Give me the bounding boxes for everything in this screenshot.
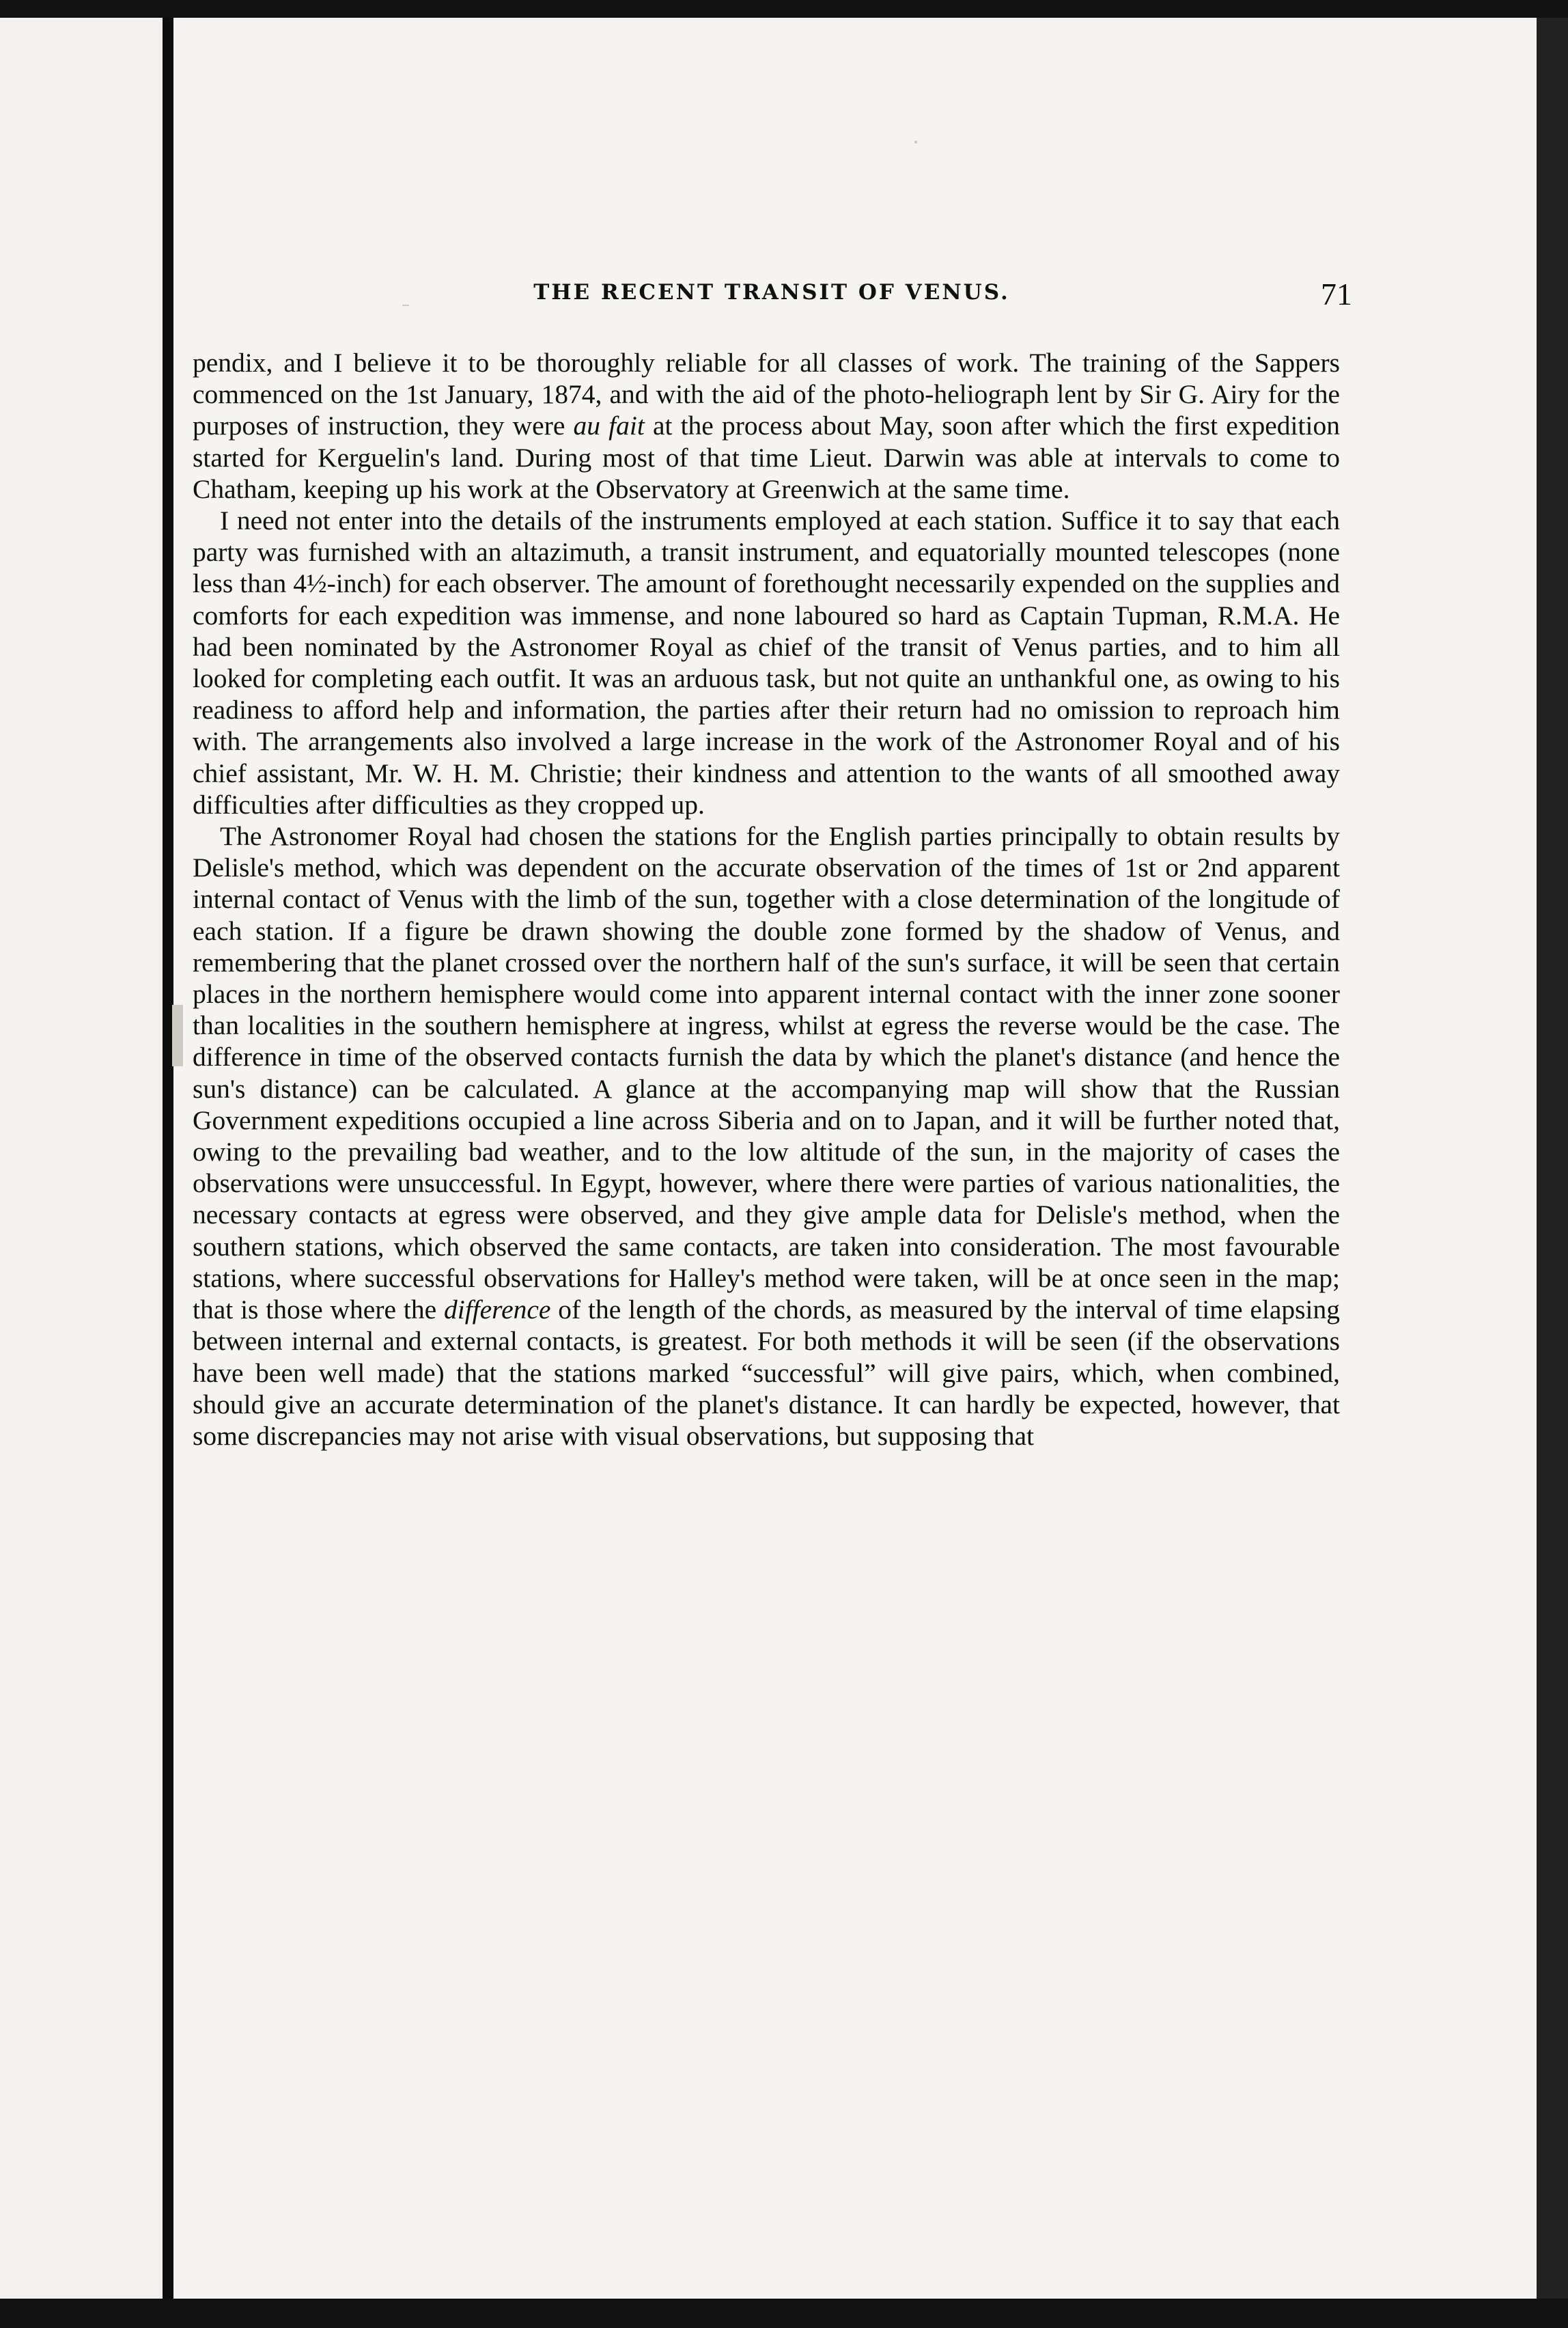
scan-top-border bbox=[0, 0, 1568, 18]
scan-bottom-border bbox=[0, 2299, 1568, 2328]
paragraph-3-text-a: The Astronomer Royal had chosen the stations for the English parties principally to obtain results by Delisle's method, which was dependent on the accurate observation of the times of 1st or 2nd apparent internal contact of Venus with the limb of the sun, together with a close determination of the longitude of each station. If a figure be drawn showing the double zone formed by the shadow of Venus, and remembering that the planet crossed over the northern half of the sun's surface, it will be seen that certain places in the northern hemisphere would come into apparent internal contact with the inner zone sooner than localities in the southern hemisphere at ingress, whilst at egress the reverse would be the case. The difference in time of the observed contacts furnish the data by which the planet's distance (and hence the sun's distance) can be calculated. A glance at the accompanying map will show that the Russian Government expeditions occupied a line across Siberia and on to Japan, and it will be further noted that, owing to the prevailing bad weather, and to the low altitude of the sun, in the majority of cases the observations were unsuccessful. In Egypt, however, where there were parties of various nationalities, the necessary contacts at egress were observed, and they give ample data for Delisle's method, when the southern stations, which observed the same contacts, are taken into consideration. The most favourable stations, where successful observations for Halley's method were taken, will be at once seen in the map; that is those where the bbox=[193, 821, 1340, 1325]
paragraph-1-italic: au fait bbox=[573, 411, 645, 441]
paragraph-3 bbox=[193, 820, 1340, 1452]
paragraph-1-text-a: pendix, and I believe it to be thoroughly reliable for all classes of work. The training of the Sappers commenced on the 1st January, 1874, and with the aid of the photo-heliograph lent by Sir G. Airy for the purposes of instruction, they were bbox=[193, 348, 1340, 441]
paragraph-1 bbox=[193, 347, 1340, 505]
paragraph-3-italic: difference bbox=[443, 1294, 551, 1325]
paragraph-2-text-a: I need not enter into the details of the instruments employed at each station. Suffice it to say that each party was furnished with an altazimuth, a transit instrument, and equatorially mounted telescopes (none less than 4½-inch) for each observer. The amount of forethought necessarily expended on the supplies and comforts for each expedition was immense, and none laboured so hard as Captain Tupman, R.M.A. He had been nominated by the Astronomer Royal as chief of the transit of Venus parties, and to him all looked for completing each outfit. It was an arduous task, but not quite an unthankful one, as owing to his readiness to afford help and information, the parties after their return had no omission to reproach him with. The arrangements also involved a large increase in the work of the Astronomer Royal and of his chief assistant, Mr. W. H. M. Christie; their kindness and attention to the wants of all smoothed away difficulties after difficulties as they cropped up. bbox=[193, 505, 1340, 820]
body-text bbox=[193, 347, 1340, 1452]
paragraph-2 bbox=[193, 505, 1340, 820]
book-gutter bbox=[163, 18, 173, 2299]
paragraph-1-text-b: at the process about May, soon after which the first expedition started for Kerguelin's land. During most of that time Lieut. Darwin was able at intervals to come to Chatham, keeping up his work at the Observatory at Greenwich at the same time. bbox=[193, 411, 1340, 504]
running-head bbox=[198, 277, 1352, 321]
paragraph-3-text-b: of the length of the chords, as measured by the interval of time elapsing between internal and external contacts, is greatest. For both methods it will be seen (if the observations have been well made) that the stations marked “successful” will give pairs, which, when combined, should give an accurate determination of the planet's distance. It can hardly be expected, however, that some discrepancies may not arise with visual observations, but supposing that bbox=[193, 1294, 1340, 1451]
scan-right-border bbox=[1537, 18, 1568, 2299]
page-number: 71 bbox=[1321, 277, 1352, 311]
page-speck bbox=[914, 141, 917, 143]
page-speck bbox=[172, 1005, 183, 1066]
left-facing-page bbox=[0, 18, 163, 2299]
running-title: THE RECENT TRANSIT OF VENUS. bbox=[533, 280, 1010, 305]
